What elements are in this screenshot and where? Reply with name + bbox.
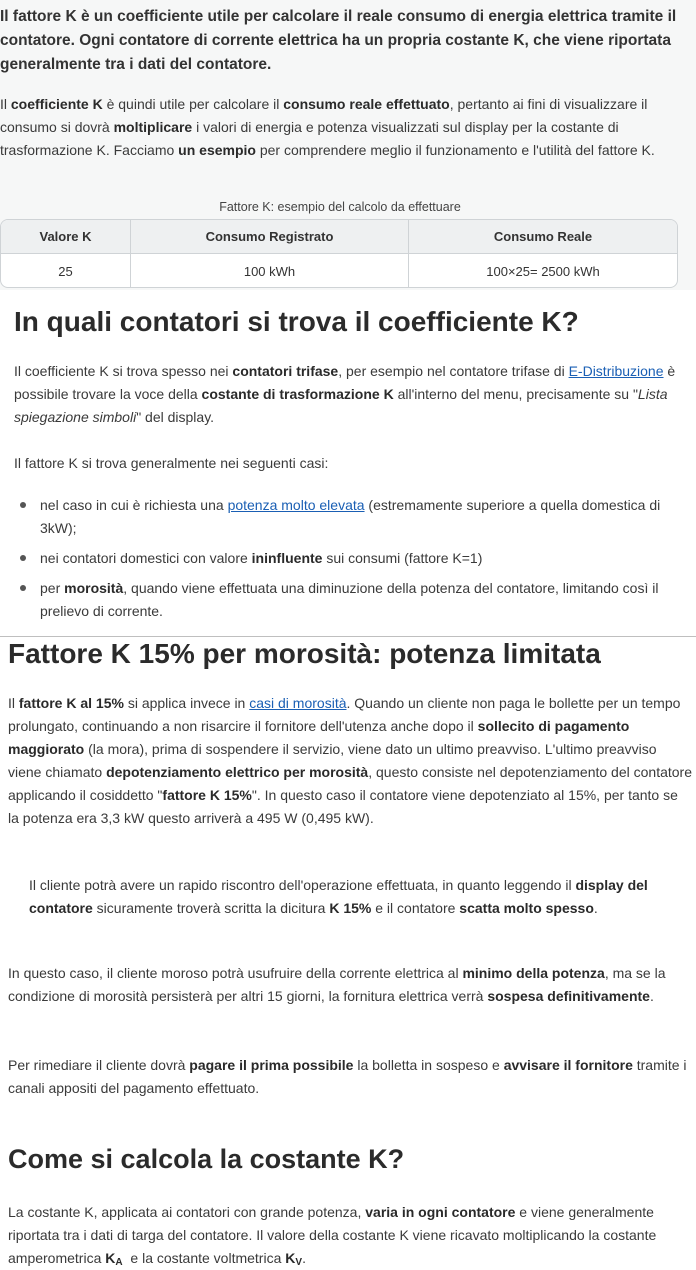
table-cell: 100 kWh bbox=[131, 254, 409, 288]
bold-text: K 15% bbox=[329, 900, 372, 916]
bold-text: pagare il prima possibile bbox=[189, 1057, 354, 1073]
italic-text: Lista spiegazione simboli bbox=[14, 386, 668, 425]
morosita-paragraph bbox=[8, 1054, 692, 1100]
intro-section bbox=[0, 0, 696, 290]
text-span: . bbox=[593, 900, 598, 916]
potenza-elevata-link[interactable]: potenza molto elevata bbox=[227, 497, 365, 513]
bold-text: costante di trasformazione K bbox=[201, 386, 394, 402]
table-cell: 100×25= 2500 kWh bbox=[486, 263, 600, 279]
bold-text: display del contatore bbox=[29, 877, 648, 916]
quote-paragraph bbox=[29, 874, 679, 920]
table-header-cell: Consumo Registrato bbox=[131, 220, 409, 253]
section-heading: In quali contatori si trova il coefficiente K? bbox=[14, 306, 579, 337]
text-span: all'interno del menu, precisamente su " bbox=[393, 386, 638, 402]
morosita-paragraph bbox=[8, 692, 692, 830]
text-span: è quindi utile per calcolare il bbox=[102, 96, 284, 112]
contatori-paragraph bbox=[14, 360, 684, 429]
text-span: e viene generalmente riportata tra i dati di targa del contatore. Il valore della costante K viene ricavato moltiplicando la costante amperometrica bbox=[8, 1204, 657, 1266]
text-span: nei contatori domestici con valore bbox=[40, 550, 252, 566]
text-span: (estremamente superiore a quella domestica di 3kW); bbox=[40, 497, 661, 536]
bold-text: avvisare il fornitore bbox=[503, 1057, 633, 1073]
bold-text: fattore K 15% bbox=[162, 787, 252, 803]
subscript: A bbox=[115, 1257, 123, 1268]
text-span: Il coefficiente K si trova spesso nei bbox=[14, 363, 233, 379]
text-span: Il bbox=[0, 96, 11, 112]
list-item bbox=[14, 494, 696, 540]
text-span: nel caso in cui è richiesta una bbox=[40, 497, 228, 513]
bold-text: fattore K al 15% bbox=[18, 695, 124, 711]
contatori-section bbox=[0, 290, 696, 636]
subscript: V bbox=[295, 1257, 303, 1268]
text-span: , per esempio nel contatore trifase di bbox=[338, 363, 569, 379]
bold-text: minimo della potenza bbox=[462, 965, 605, 981]
text-span: e la costante voltmetrica bbox=[122, 1250, 286, 1266]
table-row bbox=[1, 254, 677, 288]
text-span: . bbox=[649, 988, 654, 1004]
bold-text: sospesa definitivamente bbox=[487, 988, 650, 1004]
casi-intro-paragraph: Il fattore K si trova generalmente nei seguenti casi: bbox=[14, 455, 329, 471]
table-header-cell: Consumo Reale bbox=[493, 229, 593, 244]
text-span: per bbox=[40, 580, 65, 596]
text-span: e il contatore bbox=[371, 900, 460, 916]
text-span: (la mora), prima di sospendere il servizio, viene dato un ultimo preavviso. L'ultimo preavviso viene chiamato bbox=[8, 741, 657, 780]
text-span: , pertanto ai fini di visualizzare il consumo si dovrà bbox=[0, 96, 648, 135]
section-heading: Fattore K 15% per morosità: potenza limitata bbox=[8, 638, 601, 669]
k-factor-table bbox=[0, 219, 678, 288]
section-heading: Come si calcola la costante K? bbox=[8, 1144, 405, 1174]
table-header-cell: Valore K bbox=[1, 220, 131, 253]
table-caption: Fattore K: esempio del calcolo da effettuare bbox=[219, 200, 461, 214]
text-span: Il bbox=[8, 695, 19, 711]
text-span: In questo caso, il cliente moroso potrà usufruire della corrente elettrica al bbox=[8, 965, 463, 981]
kv-symbol bbox=[285, 1250, 302, 1266]
bold-text: un esempio bbox=[178, 142, 256, 158]
bold-text: morosità bbox=[64, 580, 124, 596]
bold-text: consumo reale effettuato bbox=[283, 96, 450, 112]
text-span: per comprendere meglio il funzionamento e l'utilità del fattore K. bbox=[255, 142, 655, 158]
table-cell: 25 bbox=[1, 254, 131, 288]
text-span: K bbox=[105, 1250, 116, 1266]
bold-text: scatta molto spesso bbox=[459, 900, 594, 916]
ka-symbol bbox=[105, 1250, 122, 1266]
text-span: " del display. bbox=[136, 409, 215, 425]
text-span: , quando viene effettuata una diminuzione della potenza del contatore, limitando così il prelievo di corrente. bbox=[40, 580, 659, 619]
text-span: Il cliente potrà avere un rapido riscontro dell'operazione effettuata, in quanto leggendo il bbox=[29, 877, 576, 893]
text-span: ". In questo caso il contatore viene depotenziato al 15%, per tanto se la potenza era 3,3 kW questo arriverà a 495 W (0,495 kW). bbox=[8, 787, 678, 826]
casi-list bbox=[14, 494, 696, 623]
text-span: è possibile trovare la voce della bbox=[14, 363, 676, 402]
bullet-icon bbox=[20, 585, 26, 591]
text-span: K bbox=[285, 1250, 296, 1266]
text-span: Per rimediare il cliente dovrà bbox=[8, 1057, 190, 1073]
text-span: . bbox=[302, 1250, 306, 1266]
text-span: sui consumi (fattore K=1) bbox=[322, 550, 483, 566]
list-item bbox=[14, 577, 696, 623]
text-span: . Quando un cliente non paga le bollette per un tempo prolungato, continuando a non risarcire il fornitore dell'utenza anche dopo il bbox=[8, 695, 681, 734]
morosita-paragraph bbox=[8, 962, 692, 1008]
text-span: i valori di energia e potenza visualizzati sul display per la costante di trasformazione K. Facciamo bbox=[0, 119, 619, 158]
casi-morosita-link[interactable]: casi di morosità bbox=[249, 695, 347, 711]
text-span: , questo consiste nel depotenziamento del contatore applicando il cosiddetto " bbox=[8, 764, 693, 803]
bold-text: sollecito di pagamento maggiorato bbox=[8, 718, 630, 757]
intro-lead-paragraph: Il fattore K è un coefficiente utile per calcolare il reale consumo di energia elettrica tramite il contatore. Ogni contatore di corrente elettrica ha un propria costante K, che viene riportata generalmente tra i dati del contatore. bbox=[0, 8, 677, 73]
bold-text: coefficiente K bbox=[10, 96, 103, 112]
list-item bbox=[14, 547, 696, 570]
calcolo-paragraph bbox=[8, 1201, 692, 1270]
intro-body-paragraph bbox=[0, 93, 690, 162]
text-span: , ma se la condizione di morosità persisterà per altri 15 giorni, la fornitura elettrica verrà bbox=[8, 965, 666, 1004]
bold-text: ininfluente bbox=[251, 550, 323, 566]
bullet-icon bbox=[20, 555, 26, 561]
text-span: tramite i canali appositi del pagamento effettuato. bbox=[8, 1057, 687, 1096]
bold-text: varia in ogni contatore bbox=[365, 1204, 516, 1220]
bullet-icon bbox=[20, 502, 26, 508]
bold-text: moltiplicare bbox=[113, 119, 193, 135]
text-span: la bolletta in sospeso e bbox=[353, 1057, 504, 1073]
text-span: si applica invece in bbox=[123, 695, 250, 711]
e-distribuzione-link[interactable]: E-Distribuzione bbox=[568, 363, 664, 379]
bold-text: depotenziamento elettrico per morosità bbox=[106, 764, 369, 780]
table-header-row bbox=[1, 220, 677, 254]
bold-text: contatori trifase bbox=[232, 363, 339, 379]
text-span: La costante K, applicata ai contatori con grande potenza, bbox=[8, 1204, 366, 1220]
morosita-section bbox=[0, 636, 696, 1270]
text-span: sicuramente troverà scritta la dicitura bbox=[92, 900, 330, 916]
